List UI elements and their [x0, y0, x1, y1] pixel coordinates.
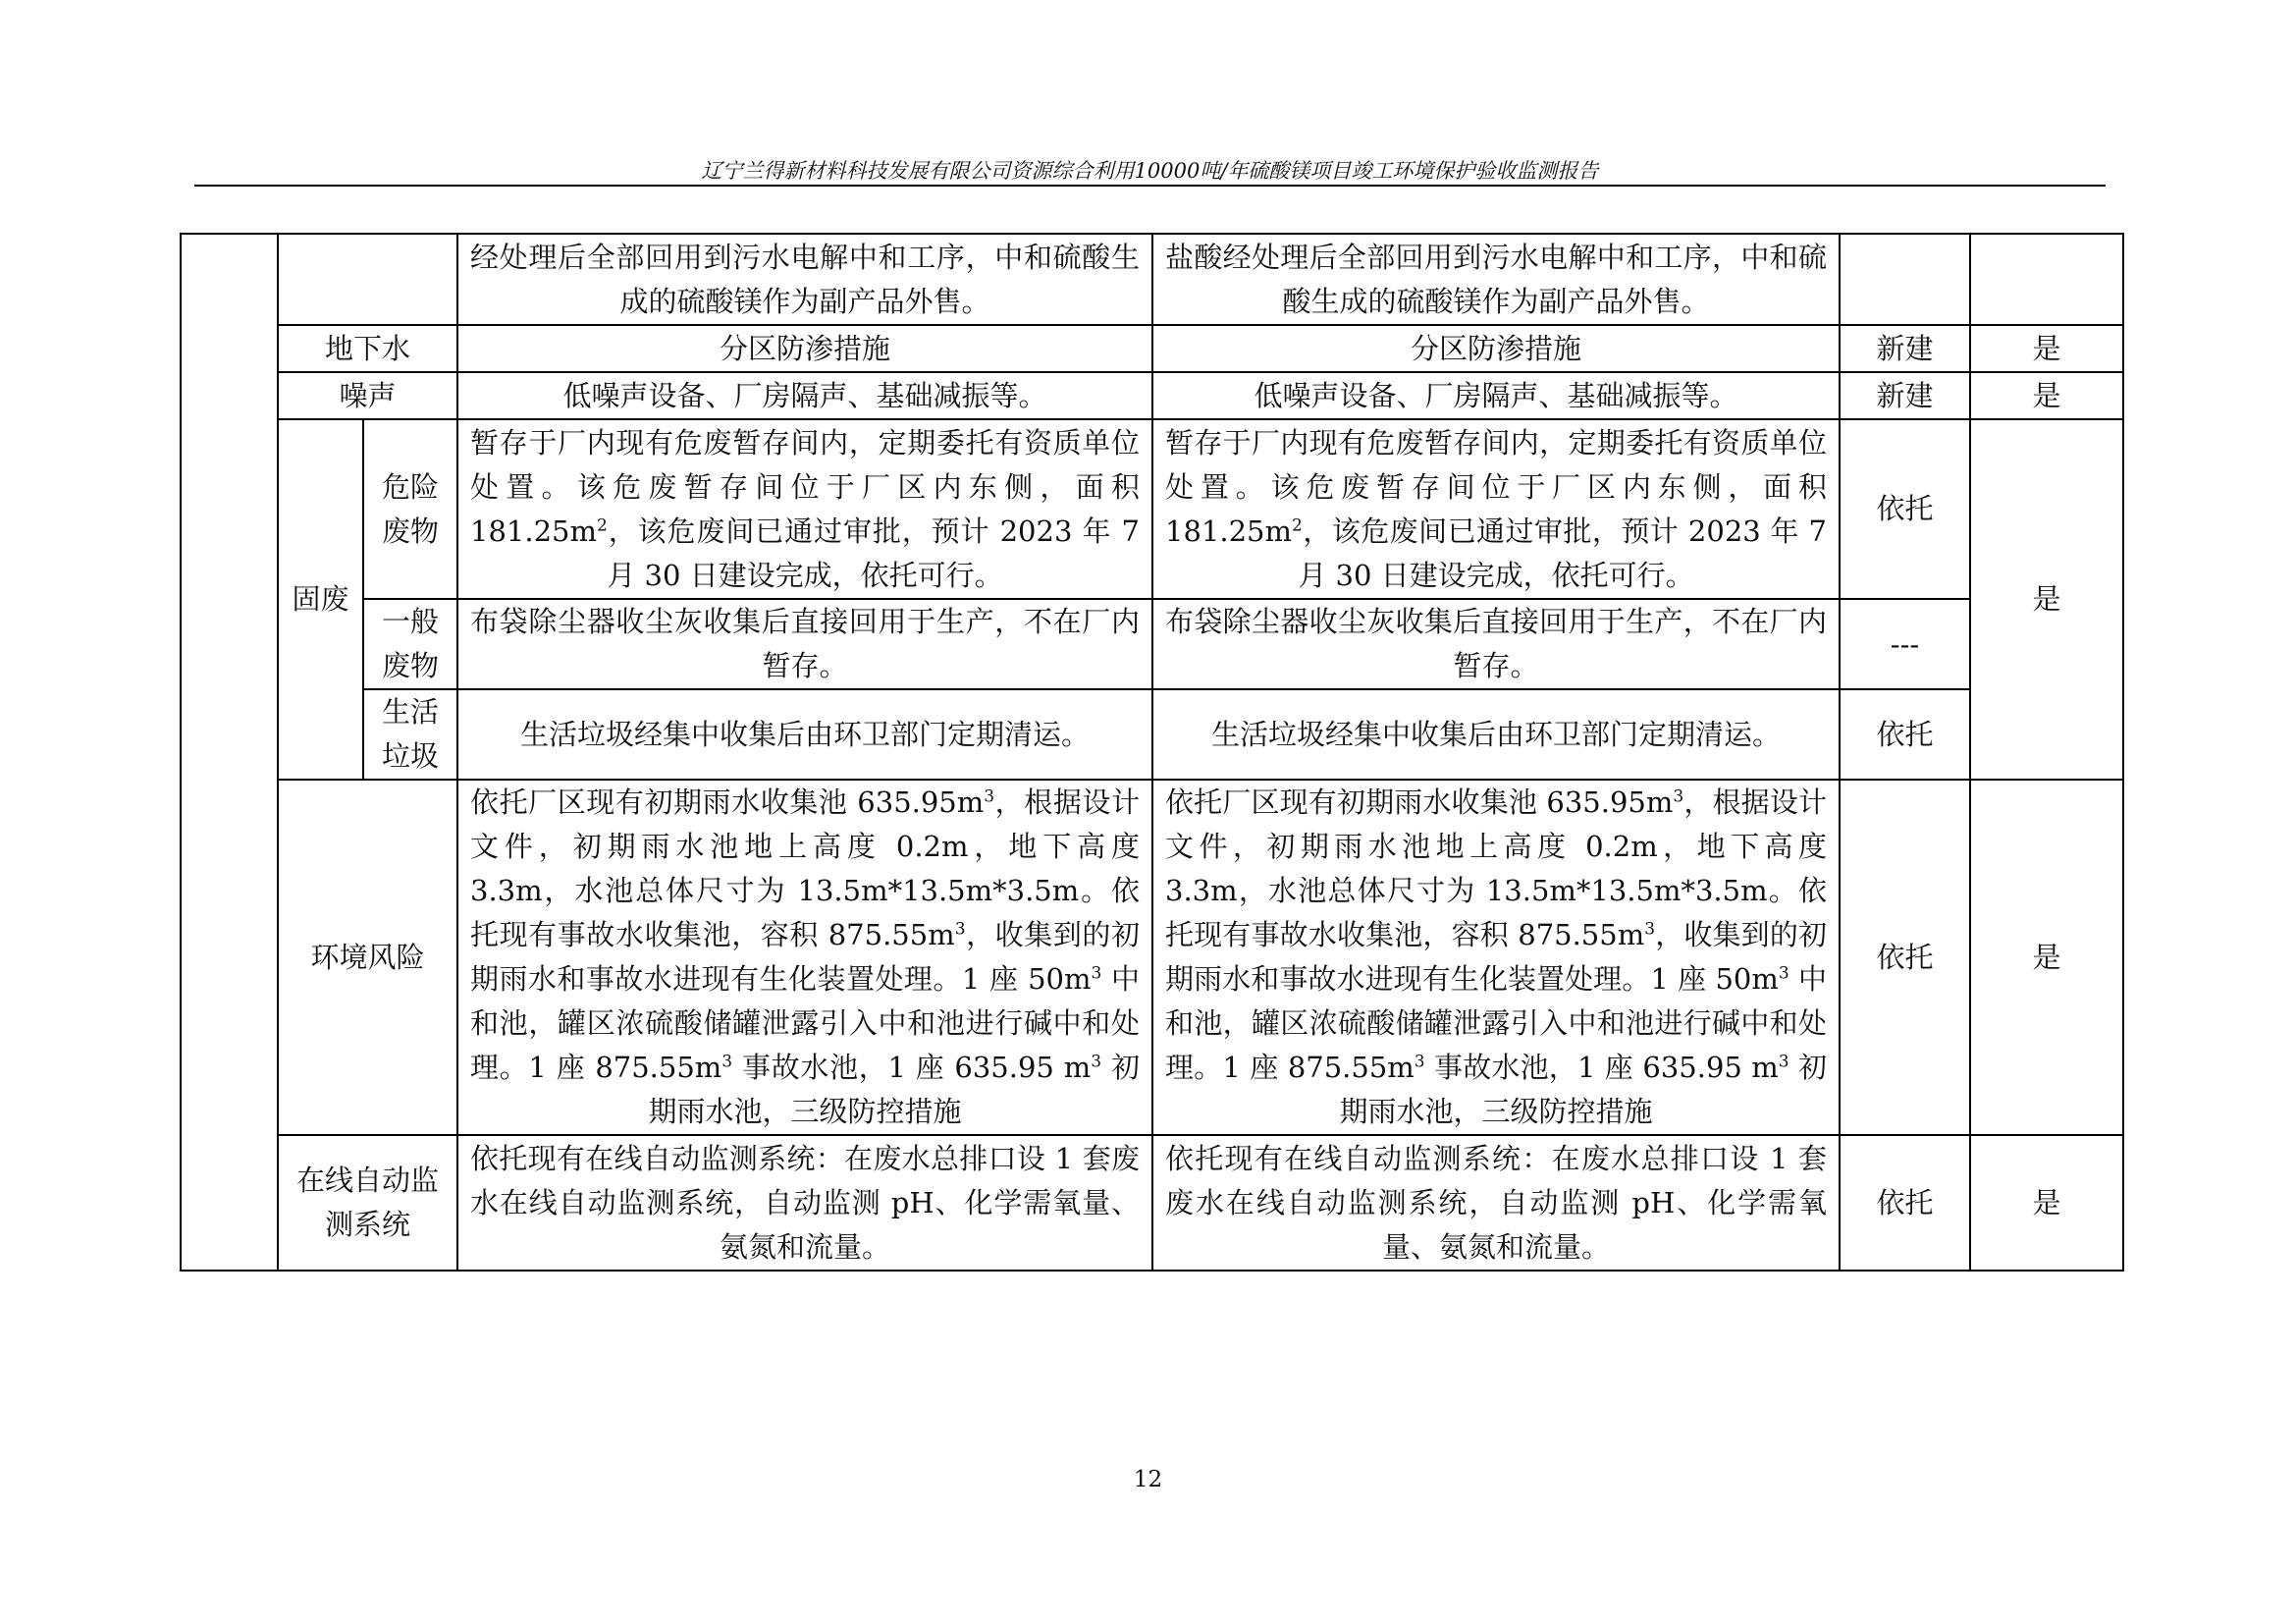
domestic-eia-cell: 生活垃圾经集中收集后由环卫部门定期清运。	[457, 689, 1152, 780]
actual-measure-cell: 盐酸经处理后全部回用到污水电解中和工序，中和硫酸生成的硫酸镁作为副产品外售。	[1152, 234, 1840, 325]
risk-label: 环境风险	[278, 780, 457, 1135]
domestic-status: 依托	[1840, 689, 1970, 780]
risk-actual-cell: 依托厂区现有初期雨水收集池 $635.95m^3$，根据设计文件，初期雨水池地上高度 0.2m，地下高度 3.3m，水池总体尺寸为 13.5m*13.5m*3.5m。依托现有事故水收集池，容积 $875.55m^3$，收集到的初期雨水和事故水进现有生化装置处理。1 座 $50m^3$ 中和池，罐区浓硫酸储罐泄露引入中和池进行碱中和处理。1 座 $875.55m^3$ 事故水池，1 座 635.95 $m^3$ 初期雨水池，三级防控措施	[1152, 780, 1840, 1135]
table-row	[181, 599, 2123, 689]
noise-consistent: 是	[1970, 372, 2123, 419]
groundwater-label: 地下水	[278, 325, 457, 372]
hazardous-status: 依托	[1840, 419, 1970, 599]
noise-label: 噪声	[278, 372, 457, 419]
general-waste-label: 一般废物	[363, 599, 457, 689]
general-actual-cell: 布袋除尘器收尘灰收集后直接回用于生产，不在厂内暂存。	[1152, 599, 1840, 689]
table-row	[181, 419, 2123, 599]
solid-waste-consistent: 是	[1970, 419, 2123, 780]
table-row	[181, 689, 2123, 780]
groundwater-actual-cell: 分区防渗措施	[1152, 325, 1840, 372]
risk-status: 依托	[1840, 780, 1970, 1135]
header-divider	[194, 185, 2106, 187]
table-row	[181, 372, 2123, 419]
page-number: 12	[1133, 1467, 1163, 1492]
general-status: ---	[1840, 599, 1970, 689]
online-eia-cell: 依托现有在线自动监测系统：在废水总排口设 1 套废水在线自动监测系统，自动监测 pH、化学需氧量、氨氮和流量。	[457, 1135, 1152, 1271]
report-header-title: 辽宁兰得新材料科技发展有限公司资源综合利用10000吨/年硫酸镁项目竣工环境保护验收监测报告	[701, 159, 1599, 183]
table-row	[181, 780, 2123, 1135]
hazardous-waste-label: 危险废物	[363, 419, 457, 599]
noise-status: 新建	[1840, 372, 1970, 419]
online-monitoring-label: 在线自动监测系统	[278, 1135, 457, 1271]
online-status: 依托	[1840, 1135, 1970, 1271]
environmental-measures-table	[180, 233, 2124, 1272]
groundwater-eia-cell: 分区防渗措施	[457, 325, 1152, 372]
solid-waste-label: 固废	[278, 419, 363, 780]
subcategory-cell-empty	[278, 234, 457, 325]
online-consistent: 是	[1970, 1135, 2123, 1271]
noise-eia-cell: 低噪声设备、厂房隔声、基础减振等。	[457, 372, 1152, 419]
risk-eia-cell: 依托厂区现有初期雨水收集池 $635.95m^3$，根据设计文件，初期雨水池地上高度 0.2m，地下高度 3.3m，水池总体尺寸为 13.5m*13.5m*3.5m。依托现有事故水收集池，容积 $875.55m^3$，收集到的初期雨水和事故水进现有生化装置处理。1 座 $50m^3$ 中和池，罐区浓硫酸储罐泄露引入中和池进行碱中和处理。1 座 $875.55m^3$ 事故水池，1 座 635.95 $m^3$ 初期雨水池，三级防控措施	[457, 780, 1152, 1135]
category-cell-empty	[181, 234, 278, 1271]
status-cell-empty	[1840, 234, 1970, 325]
domestic-actual-cell: 生活垃圾经集中收集后由环卫部门定期清运。	[1152, 689, 1840, 780]
table-row	[181, 1135, 2123, 1271]
risk-consistent: 是	[1970, 780, 2123, 1135]
groundwater-consistent: 是	[1970, 325, 2123, 372]
online-actual-cell: 依托现有在线自动监测系统：在废水总排口设 1 套废水在线自动监测系统，自动监测 pH、化学需氧量、氨氮和流量。	[1152, 1135, 1840, 1271]
groundwater-status: 新建	[1840, 325, 1970, 372]
consistent-cell-empty	[1970, 234, 2123, 325]
hazardous-eia-cell: 暂存于厂内现有危废暂存间内，定期委托有资质单位处置。该危废暂存间位于厂区内东侧，面积 $181.25m^2$，该危废间已通过审批，预计 2023 年 7 月 30 日建设完成，依托可行。	[457, 419, 1152, 599]
noise-actual-cell: 低噪声设备、厂房隔声、基础减振等。	[1152, 372, 1840, 419]
table-row	[181, 234, 2123, 325]
general-eia-cell: 布袋除尘器收尘灰收集后直接回用于生产，不在厂内暂存。	[457, 599, 1152, 689]
hazardous-actual-cell: 暂存于厂内现有危废暂存间内，定期委托有资质单位处置。该危废暂存间位于厂区内东侧，面积 $181.25m^2$，该危废间已通过审批，预计 2023 年 7 月 30 日建设完成，依托可行。	[1152, 419, 1840, 599]
table-row	[181, 325, 2123, 372]
eia-measure-cell: 经处理后全部回用到污水电解中和工序，中和硫酸生成的硫酸镁作为副产品外售。	[457, 234, 1152, 325]
domestic-waste-label: 生活垃圾	[363, 689, 457, 780]
